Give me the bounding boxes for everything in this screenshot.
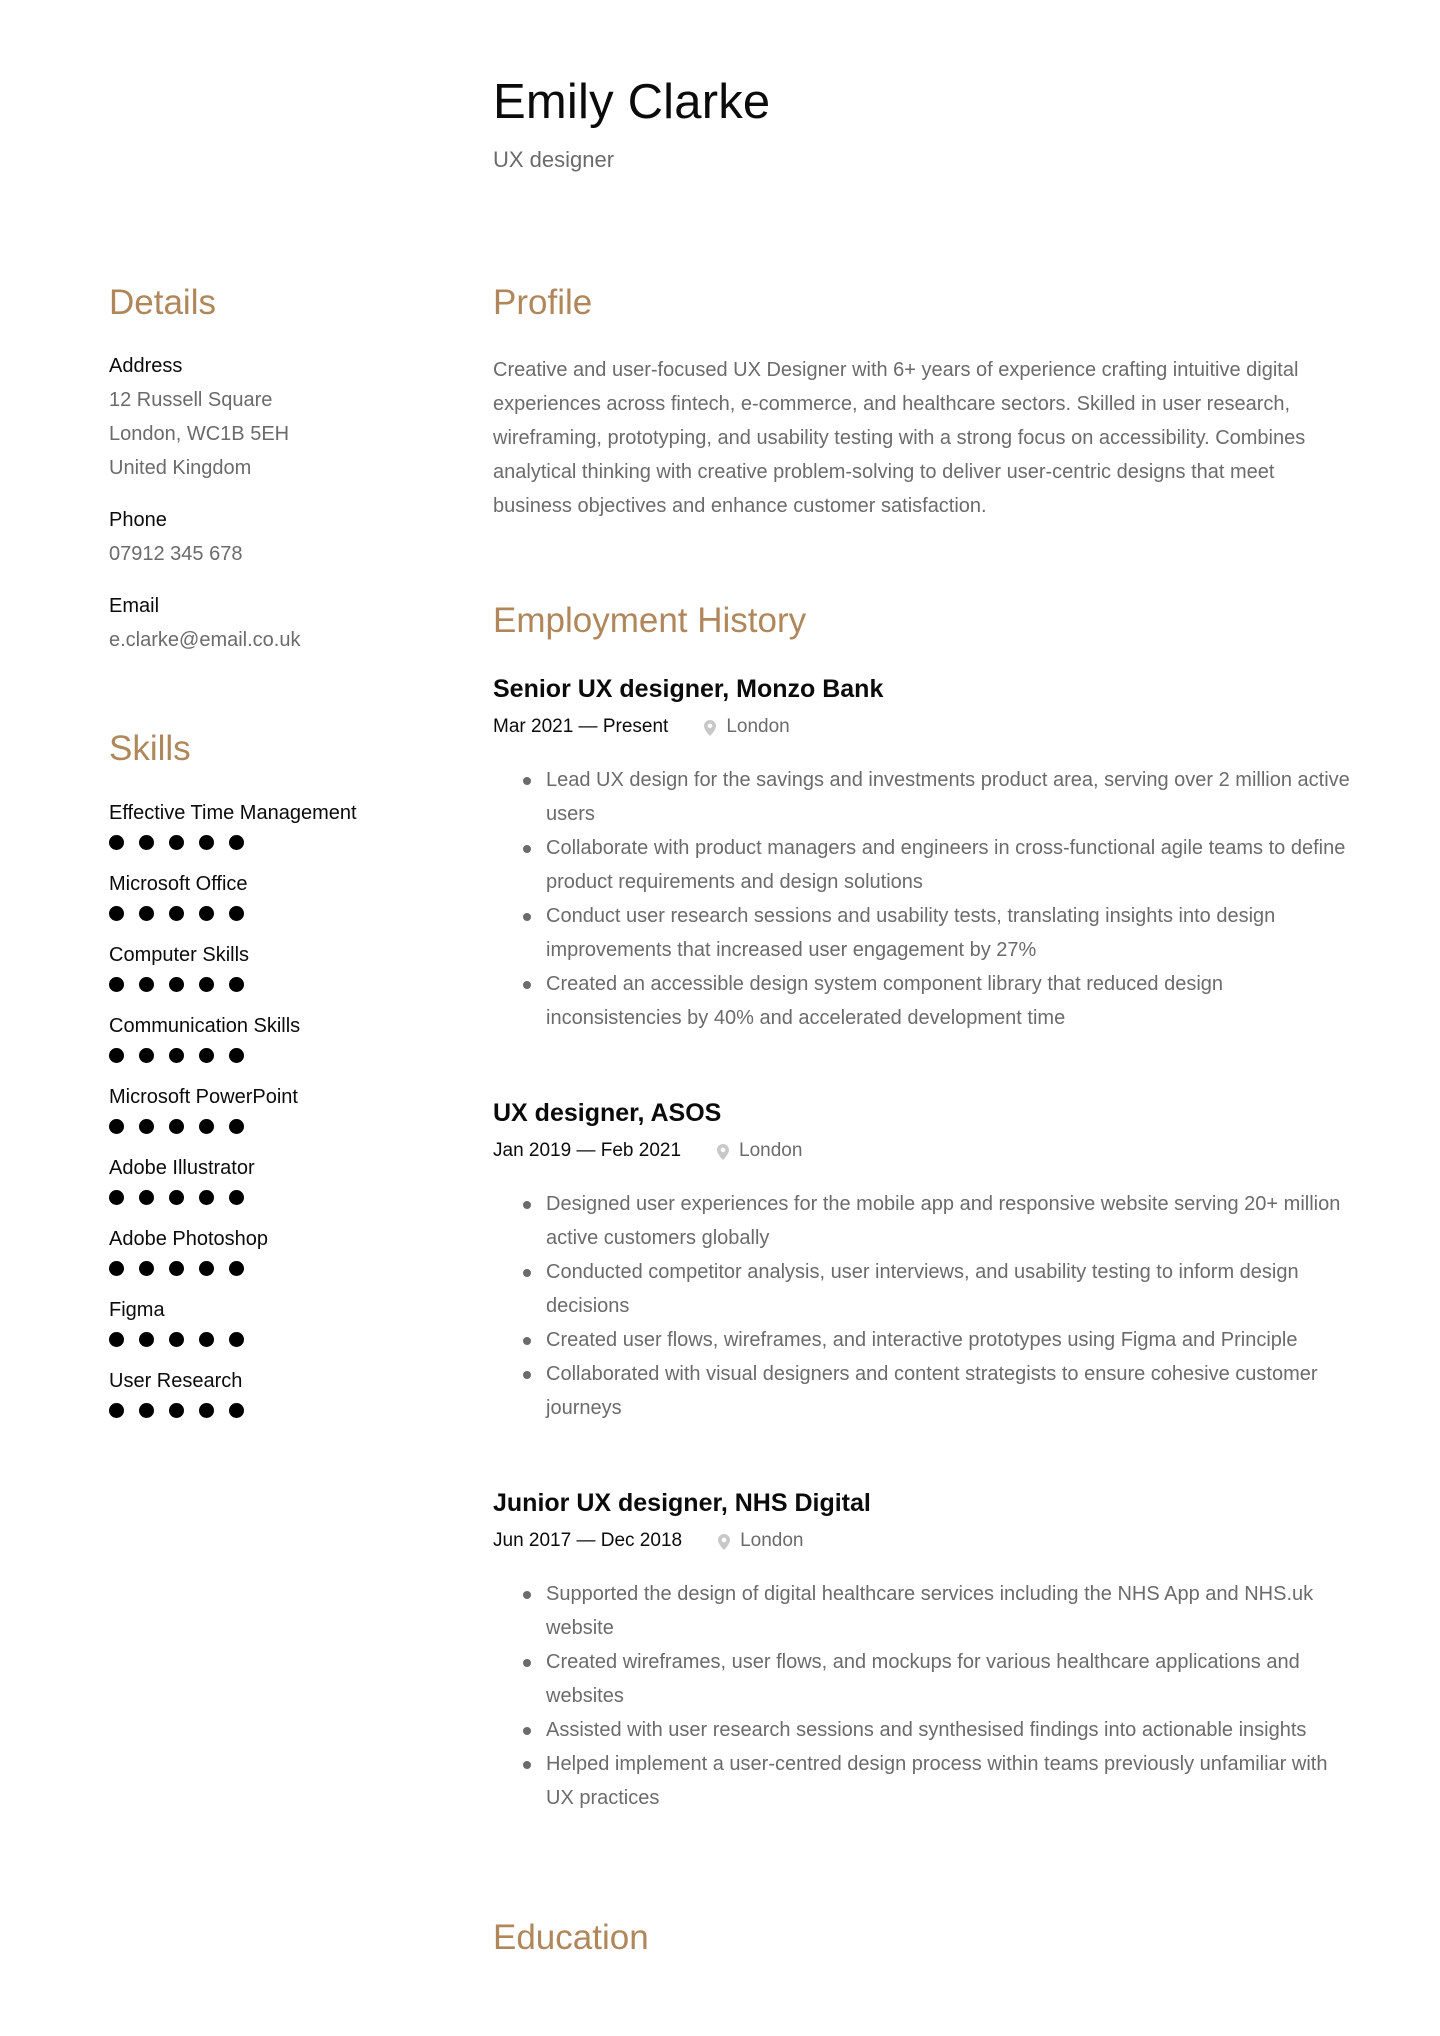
email-value[interactable]: e.clarke@email.co.uk bbox=[109, 629, 301, 651]
skill-level-rating bbox=[109, 906, 409, 921]
candidate-job-title: UX designer bbox=[493, 147, 615, 172]
map-pin-icon bbox=[704, 719, 716, 735]
skill-level-dot-icon bbox=[229, 1119, 244, 1134]
skill-level-rating bbox=[109, 1048, 409, 1063]
skill-level-dot-icon bbox=[169, 1048, 184, 1063]
job-location: London bbox=[726, 716, 790, 737]
skill-level-dot-icon bbox=[109, 906, 124, 921]
skill-level-dot-icon bbox=[139, 906, 154, 921]
employment-entry bbox=[493, 1097, 1353, 1425]
responsibility-item: Collaborate with product managers and engineers in cross-functional agile teams to define product requirements and design solutions bbox=[493, 831, 1353, 899]
skill-name: Figma bbox=[109, 1299, 165, 1321]
map-pin-icon bbox=[718, 1533, 730, 1549]
responsibility-item: Created user flows, wireframes, and interactive prototypes using Figma and Principle bbox=[493, 1323, 1353, 1357]
skill-level-dot-icon bbox=[139, 835, 154, 850]
skill-level-dot-icon bbox=[109, 1332, 124, 1347]
job-responsibilities bbox=[493, 1577, 1353, 1815]
job-meta bbox=[493, 1529, 1353, 1553]
skill-level-rating bbox=[109, 1332, 409, 1347]
skill-level-dot-icon bbox=[109, 977, 124, 992]
responsibility-item: Created wireframes, user flows, and mockups for various healthcare applications and websites bbox=[493, 1645, 1353, 1713]
details-heading: Details bbox=[109, 283, 216, 322]
responsibility-item: Conducted competitor analysis, user interviews, and usability testing to inform design decisions bbox=[493, 1255, 1353, 1323]
skill-level-dot-icon bbox=[139, 977, 154, 992]
skills-list bbox=[109, 799, 409, 1418]
skill-level-dot-icon bbox=[169, 977, 184, 992]
skill-item bbox=[109, 941, 409, 992]
responsibility-item: Helped implement a user-centred design process within teams previously unfamiliar with UX practices bbox=[493, 1747, 1353, 1815]
responsibility-item: Supported the design of digital healthcare services including the NHS App and NHS.uk website bbox=[493, 1577, 1353, 1645]
skill-name: Microsoft PowerPoint bbox=[109, 1086, 298, 1108]
responsibility-item: Assisted with user research sessions and synthesised findings into actionable insights bbox=[493, 1713, 1353, 1747]
job-title-company: UX designer, ASOS bbox=[493, 1099, 722, 1127]
skill-item bbox=[109, 1225, 409, 1276]
skill-level-dot-icon bbox=[139, 1261, 154, 1276]
skill-level-dot-icon bbox=[199, 835, 214, 850]
skill-level-dot-icon bbox=[109, 1048, 124, 1063]
address-line: United Kingdom bbox=[109, 457, 252, 479]
skill-level-dot-icon bbox=[139, 1403, 154, 1418]
phone-label: Phone bbox=[109, 509, 167, 531]
skill-level-dot-icon bbox=[229, 1332, 244, 1347]
employment-entry bbox=[493, 673, 1353, 1035]
profile-heading: Profile bbox=[493, 283, 593, 322]
skill-level-dot-icon bbox=[109, 1190, 124, 1205]
skills-heading: Skills bbox=[109, 729, 191, 768]
skill-level-dot-icon bbox=[169, 1261, 184, 1276]
email-block bbox=[109, 593, 409, 657]
skill-level-dot-icon bbox=[229, 1403, 244, 1418]
address-block bbox=[109, 353, 409, 485]
skill-level-dot-icon bbox=[199, 1403, 214, 1418]
skill-level-dot-icon bbox=[229, 906, 244, 921]
skill-level-dot-icon bbox=[229, 1190, 244, 1205]
skill-name: Effective Time Management bbox=[109, 802, 357, 824]
skill-level-dot-icon bbox=[229, 1261, 244, 1276]
resume-header bbox=[493, 72, 770, 174]
job-dates: Jan 2019 — Feb 2021 bbox=[493, 1140, 682, 1161]
job-responsibilities bbox=[493, 763, 1353, 1035]
skill-level-dot-icon bbox=[109, 1261, 124, 1276]
skill-level-dot-icon bbox=[199, 1190, 214, 1205]
skill-level-rating bbox=[109, 1403, 409, 1418]
skill-level-rating bbox=[109, 1190, 409, 1205]
skill-level-dot-icon bbox=[109, 1119, 124, 1134]
skill-name: Computer Skills bbox=[109, 944, 250, 966]
address-line: 12 Russell Square bbox=[109, 389, 273, 411]
employment-entry bbox=[493, 1487, 1353, 1815]
profile-summary: Creative and user-focused UX Designer with 6+ years of experience crafting intuitive digital experiences across fintech, e-commerce, and healthcare sectors. Skilled in user research, wireframing, prototyping, and usability testing with a strong focus on accessibility. Combines analytical thinking with creative problem-solving to deliver user-centric designs that meet business objectives and enhance customer satisfaction. bbox=[493, 359, 1306, 517]
skill-name: Adobe Illustrator bbox=[109, 1157, 255, 1179]
sidebar bbox=[109, 281, 409, 1438]
skill-item bbox=[109, 1154, 409, 1205]
responsibility-item: Lead UX design for the savings and investments product area, serving over 2 million active users bbox=[493, 763, 1353, 831]
skill-item bbox=[109, 1367, 409, 1418]
address-line: London, WC1B 5EH bbox=[109, 423, 290, 445]
skill-item bbox=[109, 870, 409, 921]
skill-level-dot-icon bbox=[169, 1190, 184, 1205]
job-title-company: Junior UX designer, NHS Digital bbox=[493, 1489, 871, 1517]
skill-item bbox=[109, 1083, 409, 1134]
skill-level-dot-icon bbox=[199, 977, 214, 992]
job-location: London bbox=[740, 1530, 804, 1551]
job-meta bbox=[493, 1139, 1353, 1163]
employment-heading: Employment History bbox=[493, 601, 807, 640]
skill-name: Communication Skills bbox=[109, 1015, 301, 1037]
skill-item bbox=[109, 1296, 409, 1347]
skill-level-dot-icon bbox=[139, 1190, 154, 1205]
skill-level-dot-icon bbox=[109, 835, 124, 850]
skill-level-dot-icon bbox=[229, 1048, 244, 1063]
skill-name: User Research bbox=[109, 1370, 243, 1392]
skill-level-dot-icon bbox=[169, 835, 184, 850]
skill-level-dot-icon bbox=[229, 977, 244, 992]
skill-level-rating bbox=[109, 977, 409, 992]
skill-level-dot-icon bbox=[199, 1261, 214, 1276]
address-label: Address bbox=[109, 355, 183, 377]
skill-level-rating bbox=[109, 835, 409, 850]
map-pin-icon bbox=[717, 1143, 729, 1159]
skill-level-dot-icon bbox=[199, 1119, 214, 1134]
phone-block bbox=[109, 507, 409, 571]
main-content bbox=[493, 281, 1353, 1815]
responsibility-item: Conduct user research sessions and usability tests, translating insights into design improvements that increased user engagement by 27% bbox=[493, 899, 1353, 967]
skill-level-dot-icon bbox=[169, 1119, 184, 1134]
skill-level-dot-icon bbox=[169, 1403, 184, 1418]
skill-level-dot-icon bbox=[169, 906, 184, 921]
responsibility-item: Collaborated with visual designers and content strategists to ensure cohesive customer journeys bbox=[493, 1357, 1353, 1425]
skill-level-dot-icon bbox=[169, 1332, 184, 1347]
skill-level-dot-icon bbox=[199, 1048, 214, 1063]
skill-level-dot-icon bbox=[139, 1119, 154, 1134]
job-dates: Mar 2021 — Present bbox=[493, 716, 669, 737]
skill-item bbox=[109, 799, 409, 850]
education-heading: Education bbox=[493, 1918, 649, 1957]
skill-level-dot-icon bbox=[199, 906, 214, 921]
job-responsibilities bbox=[493, 1187, 1353, 1425]
responsibility-item: Created an accessible design system component library that reduced design inconsistencies by 40% and accelerated development time bbox=[493, 967, 1353, 1035]
skill-name: Microsoft Office bbox=[109, 873, 248, 895]
responsibility-item: Designed user experiences for the mobile app and responsive website serving 20+ million active customers globally bbox=[493, 1187, 1353, 1255]
email-label: Email bbox=[109, 595, 160, 617]
skill-level-dot-icon bbox=[139, 1332, 154, 1347]
job-location: London bbox=[739, 1140, 803, 1161]
job-title-company: Senior UX designer, Monzo Bank bbox=[493, 675, 884, 703]
candidate-name: Emily Clarke bbox=[493, 75, 771, 129]
job-meta bbox=[493, 715, 1353, 739]
skill-level-dot-icon bbox=[229, 835, 244, 850]
skill-name: Adobe Photoshop bbox=[109, 1228, 269, 1250]
skill-level-dot-icon bbox=[109, 1403, 124, 1418]
skill-level-rating bbox=[109, 1119, 409, 1134]
skill-item bbox=[109, 1012, 409, 1063]
phone-value: 07912 345 678 bbox=[109, 543, 243, 565]
job-dates: Jun 2017 — Dec 2018 bbox=[493, 1530, 683, 1551]
skill-level-dot-icon bbox=[139, 1048, 154, 1063]
skill-level-dot-icon bbox=[199, 1332, 214, 1347]
jobs-list bbox=[493, 673, 1353, 1815]
skill-level-rating bbox=[109, 1261, 409, 1276]
